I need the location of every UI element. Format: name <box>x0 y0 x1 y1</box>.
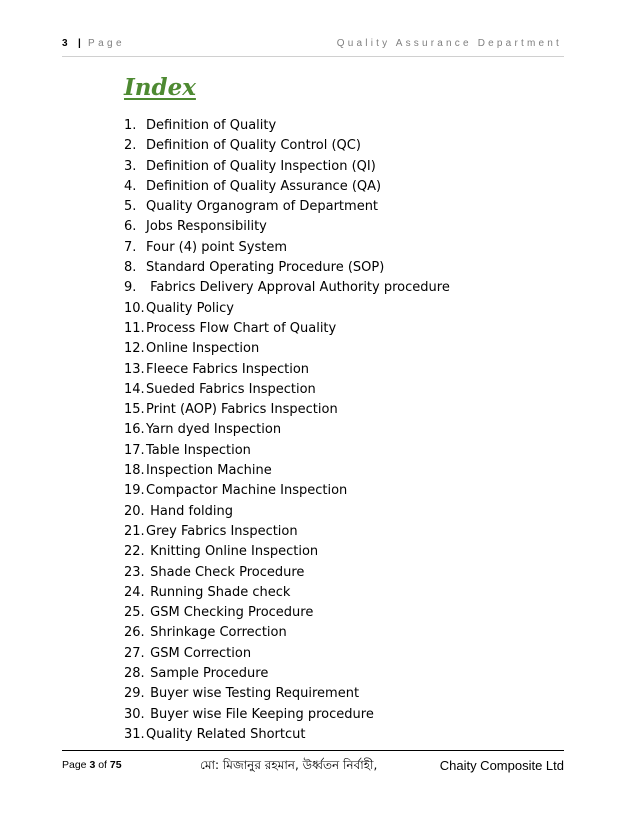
footer-company: Chaity Composite Ltd <box>439 758 564 773</box>
index-item-number: 19. <box>124 483 145 499</box>
index-item-number: 30. <box>124 706 145 722</box>
index-item <box>124 461 450 481</box>
index-item <box>124 278 450 298</box>
index-item <box>124 542 450 562</box>
index-item-label: Buyer wise File Keeping procedure <box>146 706 374 722</box>
index-item-number: 31. <box>124 726 145 742</box>
index-item-number: 2. <box>124 138 137 154</box>
index-item <box>124 623 450 643</box>
index-item-number: 25. <box>124 605 145 621</box>
index-item <box>124 684 450 704</box>
index-item-number: 6. <box>124 219 137 235</box>
index-item-label: Standard Operating Procedure (SOP) <box>146 260 385 276</box>
header-page-number: 3 <box>62 38 68 49</box>
index-item <box>124 136 450 156</box>
index-item-label: Definition of Quality Inspection (QI) <box>146 158 376 174</box>
footer-total-pages: 75 <box>109 759 122 771</box>
footer-of-label: of <box>98 759 107 771</box>
index-item-label: Table Inspection <box>146 442 251 458</box>
index-item-number: 27. <box>124 645 145 661</box>
index-item-number: 12. <box>124 341 145 357</box>
index-item <box>124 603 450 623</box>
index-item-label: Yarn dyed Inspection <box>146 422 282 438</box>
index-item-number: 9. <box>124 280 137 296</box>
index-item <box>124 664 450 684</box>
index-item <box>124 502 450 522</box>
index-list <box>124 116 450 745</box>
index-item-number: 7. <box>124 239 137 255</box>
index-item <box>124 583 450 603</box>
index-item-number: 3. <box>124 158 137 174</box>
index-item <box>124 299 450 319</box>
index-item-label: Online Inspection <box>146 341 260 357</box>
footer-page-info <box>62 759 122 771</box>
index-item-label: Inspection Machine <box>146 463 272 479</box>
index-item <box>124 420 450 440</box>
index-item-number: 24. <box>124 584 145 600</box>
index-item-number: 8. <box>124 260 137 276</box>
index-item-label: Fabrics Delivery Approval Authority procedure <box>146 280 450 296</box>
index-item <box>124 563 450 583</box>
index-item <box>124 725 450 745</box>
page-footer <box>62 757 564 777</box>
index-item-number: 11. <box>124 320 145 336</box>
header-divider <box>62 56 564 57</box>
index-item-label: Definition of Quality Control (QC) <box>146 138 361 154</box>
index-item-label: Hand folding <box>146 503 233 519</box>
index-item <box>124 644 450 664</box>
index-item-label: Shrinkage Correction <box>146 625 287 641</box>
index-item-number: 21. <box>124 523 145 539</box>
index-item-label: GSM Checking Procedure <box>146 605 314 621</box>
index-item <box>124 116 450 136</box>
page-header <box>62 38 562 54</box>
index-item <box>124 238 450 258</box>
index-item-label: Compactor Machine Inspection <box>146 483 348 499</box>
index-item <box>124 360 450 380</box>
index-item-number: 5. <box>124 199 137 215</box>
index-item-number: 13. <box>124 361 145 377</box>
index-item-number: 28. <box>124 666 145 682</box>
index-item-number: 1. <box>124 118 137 133</box>
index-item <box>124 481 450 501</box>
footer-current-page: 3 <box>89 759 96 771</box>
index-item-number: 16. <box>124 422 145 438</box>
index-item-number: 20. <box>124 503 145 519</box>
index-item <box>124 217 450 237</box>
index-item-number: 4. <box>124 178 137 194</box>
index-item <box>124 522 450 542</box>
header-department: Quality Assurance Department <box>336 38 562 49</box>
index-item-label: Process Flow Chart of Quality <box>146 320 337 336</box>
index-item-label: Jobs Responsibility <box>146 219 267 235</box>
index-item <box>124 339 450 359</box>
footer-author: মো: মিজানুর রহমান, উর্ধ্বতন নির্বাহী, <box>200 758 378 772</box>
index-item-label: Knitting Online Inspection <box>146 544 319 560</box>
index-item-number: 18. <box>124 463 145 479</box>
index-item <box>124 400 450 420</box>
index-item-number: 26. <box>124 625 145 641</box>
header-page-label: Page <box>88 38 125 49</box>
index-item-label: Quality Policy <box>146 300 234 316</box>
index-item-number: 10. <box>124 300 145 316</box>
index-item-label: GSM Correction <box>146 645 252 661</box>
index-item <box>124 258 450 278</box>
index-item <box>124 319 450 339</box>
index-item-number: 14. <box>124 381 145 397</box>
index-item-label: Print (AOP) Fabrics Inspection <box>146 402 338 418</box>
footer-page-prefix: Page <box>62 759 87 771</box>
index-item-label: Grey Fabrics Inspection <box>146 523 298 539</box>
index-item-number: 23. <box>124 564 145 580</box>
index-item <box>124 177 450 197</box>
index-item-number: 29. <box>124 686 145 702</box>
index-item <box>124 157 450 177</box>
header-separator: | <box>78 38 81 49</box>
index-item-label: Sueded Fabrics Inspection <box>146 381 316 397</box>
index-item <box>124 380 450 400</box>
index-item-label: Four (4) point System <box>146 239 287 255</box>
index-item-label: Shade Check Procedure <box>146 564 305 580</box>
index-item-label: Quality Related Shortcut <box>146 726 306 742</box>
index-item-label: Sample Procedure <box>146 666 269 682</box>
index-item <box>124 705 450 725</box>
index-item-label: Fleece Fabrics Inspection <box>146 361 310 377</box>
index-item-number: 22. <box>124 544 145 560</box>
index-item-label: Buyer wise Testing Requirement <box>146 686 360 702</box>
index-item-label: Definition of Quality <box>146 118 277 133</box>
index-item-label: Running Shade check <box>146 584 291 600</box>
index-title: Index <box>124 74 196 101</box>
index-item <box>124 441 450 461</box>
index-item-number: 15. <box>124 402 145 418</box>
index-item-label: Definition of Quality Assurance (QA) <box>146 178 382 194</box>
index-item-number: 17. <box>124 442 145 458</box>
footer-divider <box>62 750 564 751</box>
index-item <box>124 197 450 217</box>
index-item-label: Quality Organogram of Department <box>146 199 379 215</box>
